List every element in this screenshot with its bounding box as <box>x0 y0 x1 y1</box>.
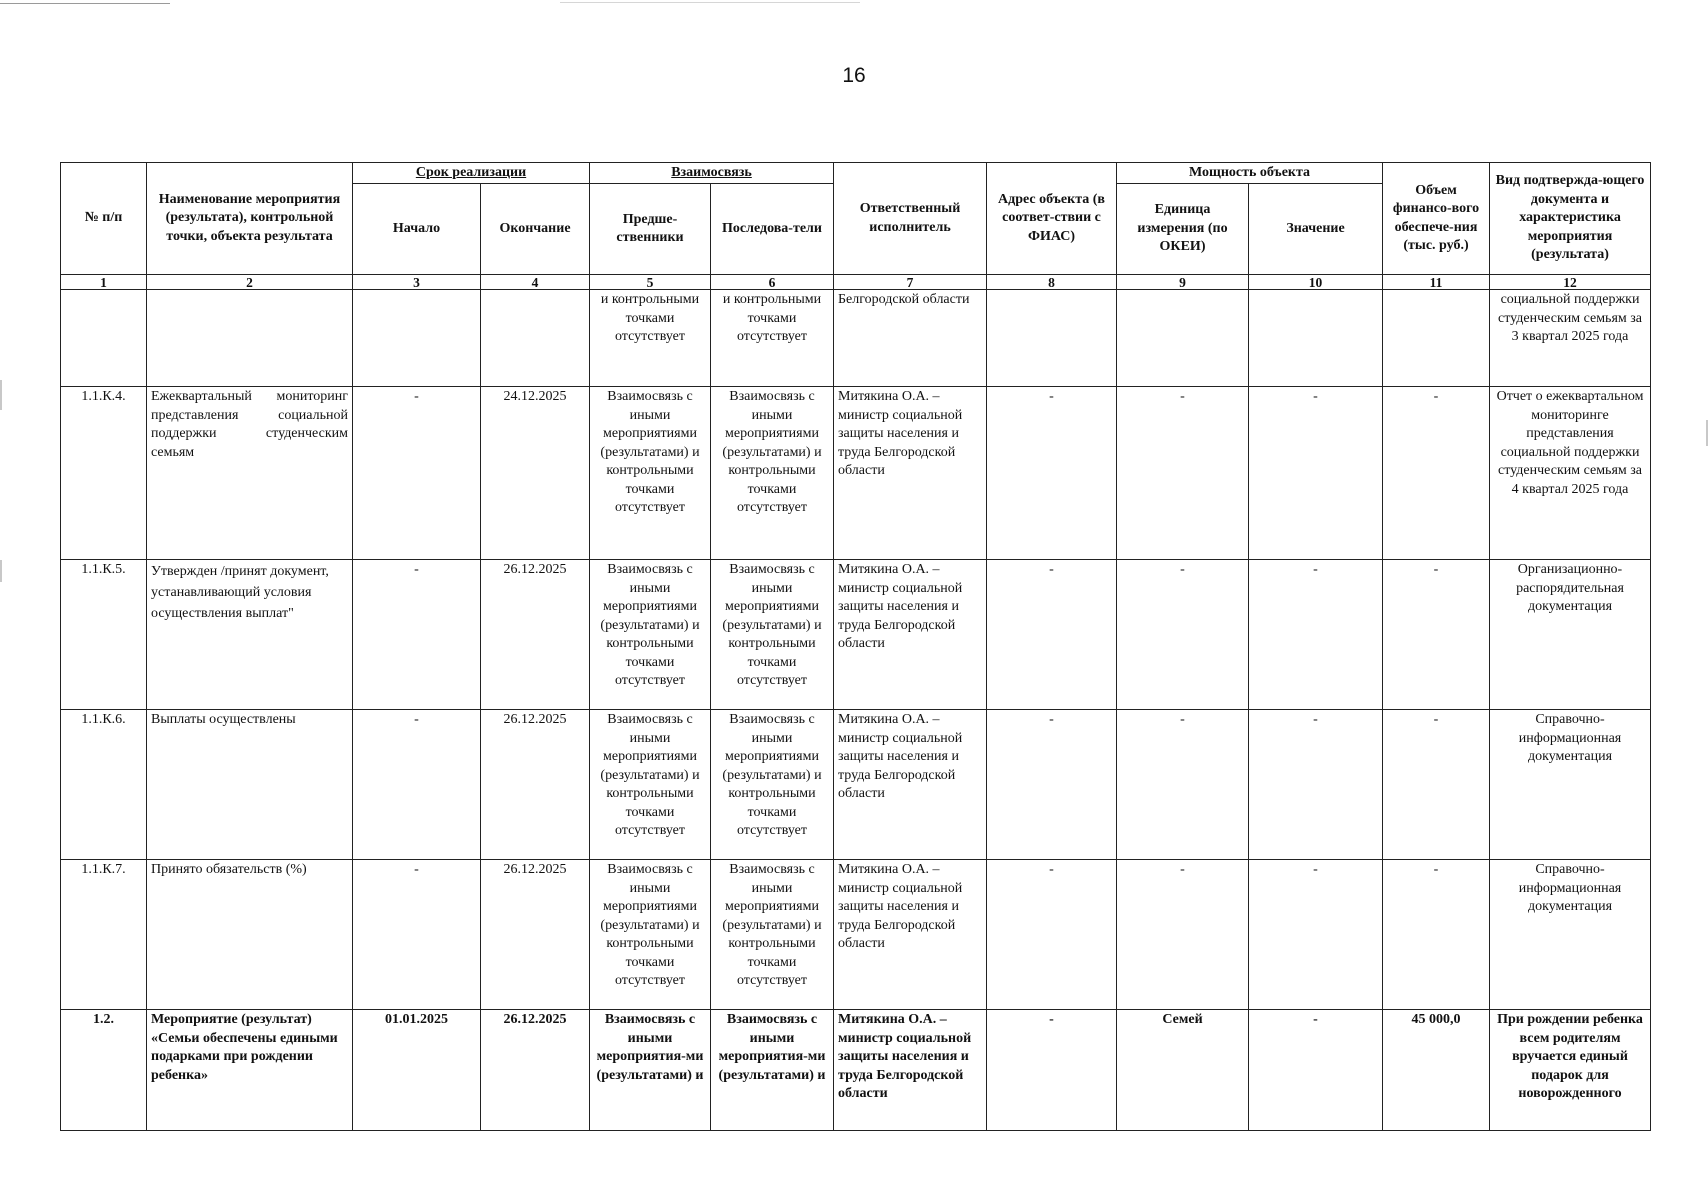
cell-start: - <box>353 387 481 560</box>
cell-end: 26.12.2025 <box>481 860 590 1010</box>
cell-successors: и контрольными точками отсутствует <box>711 290 834 387</box>
cell-responsible: Митякина О.А. – министр социальной защиты населения и труда Белгородской области <box>834 560 987 710</box>
column-number: 4 <box>481 275 590 290</box>
cell-start <box>353 290 481 387</box>
table-body <box>61 290 1651 1131</box>
table-row <box>61 290 1651 387</box>
cell-num: 1.1.К.7. <box>61 860 147 1010</box>
cell-predecessors: Взаимосвязь с иными мероприятия-ми (результатами) и <box>590 1010 711 1131</box>
header-unit: Единица измерения (по ОКЕИ) <box>1117 184 1249 275</box>
cell-unit <box>1117 290 1249 387</box>
cell-doc: Организационно-распорядительная документация <box>1490 560 1651 710</box>
cell-address: - <box>987 1010 1117 1131</box>
cell-start: - <box>353 860 481 1010</box>
cell-predecessors: и контрольными точками отсутствует <box>590 290 711 387</box>
cell-funding: 45 000,0 <box>1383 1010 1490 1131</box>
column-number: 9 <box>1117 275 1249 290</box>
cell-name <box>147 290 353 387</box>
cell-address: - <box>987 387 1117 560</box>
cell-num <box>61 290 147 387</box>
cell-value: - <box>1249 860 1383 1010</box>
cell-end <box>481 290 590 387</box>
cell-doc: Справочно-информационная документация <box>1490 860 1651 1010</box>
column-number: 5 <box>590 275 711 290</box>
cell-num: 1.2. <box>61 1010 147 1131</box>
cell-name: Утвержден /принят документ, устанавливающий условия осуществления выплат" <box>147 560 353 710</box>
header-address: Адрес объекта (в соответ-ствии с ФИАС) <box>987 163 1117 275</box>
cell-start: - <box>353 710 481 860</box>
column-number: 3 <box>353 275 481 290</box>
scan-edge-line <box>0 3 170 4</box>
column-number: 10 <box>1249 275 1383 290</box>
cell-successors: Взаимосвязь с иными мероприятиями (результатами) и контрольными точками отсутствует <box>711 710 834 860</box>
header-name: Наименование мероприятия (результата), контрольной точки, объекта результата <box>147 163 353 275</box>
header-predecessors: Предше-ственники <box>590 184 711 275</box>
cell-successors: Взаимосвязь с иными мероприятиями (результатами) и контрольными точками отсутствует <box>711 860 834 1010</box>
column-numbers-row <box>61 275 1651 290</box>
column-number: 7 <box>834 275 987 290</box>
cell-unit: Семей <box>1117 1010 1249 1131</box>
cell-predecessors: Взаимосвязь с иными мероприятиями (результатами) и контрольными точками отсутствует <box>590 387 711 560</box>
header-period <box>353 163 590 184</box>
table-row <box>61 387 1651 560</box>
cell-value: - <box>1249 710 1383 860</box>
cell-name: Принято обязательств (%) <box>147 860 353 1010</box>
cell-funding <box>1383 290 1490 387</box>
cell-num: 1.1.К.5. <box>61 560 147 710</box>
page-number: 16 <box>842 64 866 87</box>
table-row <box>61 860 1651 1010</box>
cell-num: 1.1.К.6. <box>61 710 147 860</box>
header-link <box>590 163 834 184</box>
cell-value <box>1249 290 1383 387</box>
column-number: 11 <box>1383 275 1490 290</box>
cell-doc: Отчет о ежеквартальном мониторинге представления социальной поддержки студенческим семьям за 4 квартал 2025 года <box>1490 387 1651 560</box>
cell-name: Выплаты осуществлены <box>147 710 353 860</box>
column-number: 6 <box>711 275 834 290</box>
cell-start: - <box>353 560 481 710</box>
header-start: Начало <box>353 184 481 275</box>
cell-name: Мероприятие (результат) «Семьи обеспечены едиными подарками при рождении ребенка» <box>147 1010 353 1131</box>
plan-table <box>60 162 1651 1131</box>
cell-start: 01.01.2025 <box>353 1010 481 1131</box>
cell-end: 26.12.2025 <box>481 710 590 860</box>
cell-name: Ежеквартальный мониторинг представления социальной поддержки студенческим семьям <box>147 387 353 560</box>
column-number: 12 <box>1490 275 1651 290</box>
cell-funding: - <box>1383 710 1490 860</box>
cell-responsible: Митякина О.А. – министр социальной защиты населения и труда Белгородской области <box>834 387 987 560</box>
header-link-label: Взаимосвязь <box>671 165 752 180</box>
cell-doc: социальной поддержки студенческим семьям за 3 квартал 2025 года <box>1490 290 1651 387</box>
cell-end: 26.12.2025 <box>481 1010 590 1131</box>
cell-funding: - <box>1383 387 1490 560</box>
scan-edge-line <box>560 2 860 3</box>
cell-unit: - <box>1117 860 1249 1010</box>
scan-edge-mark <box>0 380 2 410</box>
table-row <box>61 1010 1651 1131</box>
cell-doc: Справочно-информационная документация <box>1490 710 1651 860</box>
header-num: № п/п <box>61 163 147 275</box>
table-header <box>61 163 1651 290</box>
header-capacity <box>1117 163 1383 184</box>
cell-address <box>987 290 1117 387</box>
header-funding: Объем финансо-вого обеспече-ния (тыс. руб.) <box>1383 163 1490 275</box>
cell-funding: - <box>1383 560 1490 710</box>
cell-funding: - <box>1383 860 1490 1010</box>
header-doc-type: Вид подтвержда-ющего документа и характеристика мероприятия (результата) <box>1490 163 1651 275</box>
cell-value: - <box>1249 1010 1383 1131</box>
cell-value: - <box>1249 387 1383 560</box>
cell-unit: - <box>1117 710 1249 860</box>
cell-predecessors: Взаимосвязь с иными мероприятиями (результатами) и контрольными точками отсутствует <box>590 860 711 1010</box>
cell-responsible: Митякина О.А. – министр социальной защиты населения и труда Белгородской области <box>834 860 987 1010</box>
cell-responsible: Белгородской области <box>834 290 987 387</box>
cell-predecessors: Взаимосвязь с иными мероприятиями (результатами) и контрольными точками отсутствует <box>590 710 711 860</box>
column-number: 8 <box>987 275 1117 290</box>
cell-responsible: Митякина О.А. – министр социальной защиты населения и труда Белгородской области <box>834 710 987 860</box>
cell-address: - <box>987 560 1117 710</box>
cell-unit: - <box>1117 560 1249 710</box>
cell-end: 26.12.2025 <box>481 560 590 710</box>
header-end: Окончание <box>481 184 590 275</box>
table-row <box>61 710 1651 860</box>
cell-doc: При рождении ребенка всем родителям вручается единый подарок для новорожденного <box>1490 1010 1651 1131</box>
cell-end: 24.12.2025 <box>481 387 590 560</box>
scan-edge-mark <box>0 560 2 582</box>
cell-address: - <box>987 860 1117 1010</box>
cell-address: - <box>987 710 1117 860</box>
column-number: 2 <box>147 275 353 290</box>
cell-responsible: Митякина О.А. – министр социальной защиты населения и труда Белгородской области <box>834 1010 987 1131</box>
header-capacity-label: Мощность объекта <box>1188 165 1311 180</box>
header-responsible: Ответственный исполнитель <box>834 163 987 275</box>
cell-predecessors: Взаимосвязь с иными мероприятиями (результатами) и контрольными точками отсутствует <box>590 560 711 710</box>
cell-num: 1.1.К.4. <box>61 387 147 560</box>
column-number: 1 <box>61 275 147 290</box>
cell-unit: - <box>1117 387 1249 560</box>
cell-successors: Взаимосвязь с иными мероприятия-ми (результатами) и <box>711 1010 834 1131</box>
header-period-label: Срок реализации <box>415 165 527 180</box>
table-row <box>61 560 1651 710</box>
header-value: Значение <box>1249 184 1383 275</box>
cell-successors: Взаимосвязь с иными мероприятиями (результатами) и контрольными точками отсутствует <box>711 560 834 710</box>
cell-value: - <box>1249 560 1383 710</box>
cell-successors: Взаимосвязь с иными мероприятиями (результатами) и контрольными точками отсутствует <box>711 387 834 560</box>
header-successors: Последова-тели <box>711 184 834 275</box>
